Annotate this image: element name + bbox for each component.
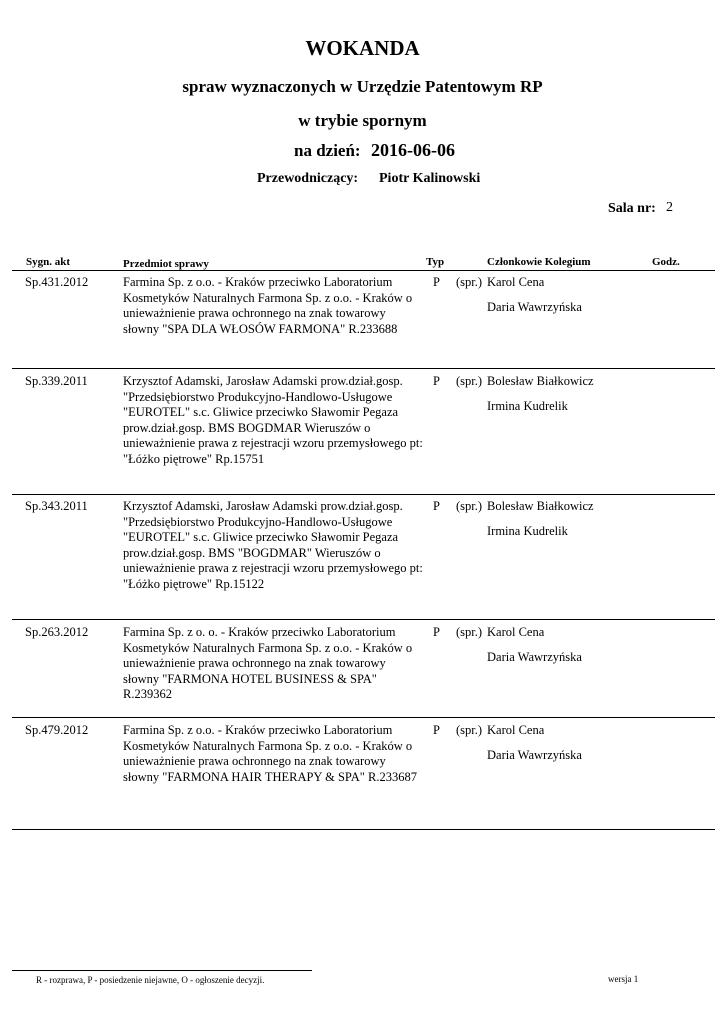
member-rapporteur: Bolesław Białkowicz xyxy=(487,499,594,513)
case-number: Sp.431.2012 xyxy=(25,275,89,289)
date-label: na dzień: xyxy=(294,141,361,160)
case-number: Sp.343.2011 xyxy=(25,499,88,513)
case-number: Sp.339.2011 xyxy=(25,374,88,388)
rapporteur-marker: (spr.) xyxy=(456,625,483,639)
room-value: 2 xyxy=(666,200,673,215)
table-header-divider xyxy=(12,270,715,271)
page-title: WOKANDA xyxy=(305,36,420,60)
chair-value: Piotr Kalinowski xyxy=(379,171,481,186)
column-header-godz: Godz. xyxy=(652,256,680,268)
footnote-divider xyxy=(12,970,312,971)
column-header-typ: Typ xyxy=(426,256,445,268)
room-label: Sala nr: xyxy=(608,201,656,216)
column-header-subject: Przedmiot sprawy xyxy=(123,258,209,270)
case-subject: Krzysztof Adamski, Jarosław Adamski prow.dział.gosp. "Przedsiębiorstwo Produkcyjno-Handlowo-Usługowe "EUROTEL" s.c. Gliwice przeciwko Sławomir Pegaza prow.dział.gosp. BMS "BOGDMAR" Wieruszów o unieważnienie prawa z rejestracji wzoru przemysłowego pt: "Łóżko piętrowe" Rp.15122 xyxy=(123,499,423,591)
row-divider xyxy=(12,717,715,718)
page-subtitle: spraw wyznaczonych w Urzędzie Patentowym RP xyxy=(182,77,543,96)
row-divider xyxy=(12,368,715,369)
row-divider xyxy=(12,619,715,620)
table-bottom-divider xyxy=(12,829,715,830)
procedure-mode: w trybie spornym xyxy=(298,111,427,130)
rapporteur-marker: (spr.) xyxy=(456,275,483,289)
case-type: P xyxy=(433,275,440,289)
member-second: Daria Wawrzyńska xyxy=(487,300,582,314)
member-second: Irmina Kudrelik xyxy=(487,399,568,413)
case-type: P xyxy=(433,374,440,388)
column-header-members: Członkowie Kolegium xyxy=(487,256,591,268)
case-type: P xyxy=(433,625,440,639)
row-divider xyxy=(12,494,715,495)
rapporteur-marker: (spr.) xyxy=(456,374,483,388)
case-subject: Farmina Sp. z o.o. - Kraków przeciwko Laboratorium Kosmetyków Naturalnych Farmona Sp. z o.o. - Kraków o unieważnienie prawa ochronnego na znak towarowy słowny "SPA DLA WŁOSÓW FARMONA" R.233688 xyxy=(123,275,413,336)
column-header-sygn: Sygn. akt xyxy=(26,256,71,268)
case-number: Sp.479.2012 xyxy=(25,723,89,737)
member-rapporteur: Bolesław Białkowicz xyxy=(487,374,594,388)
member-rapporteur: Karol Cena xyxy=(487,723,545,737)
member-second: Irmina Kudrelik xyxy=(487,524,568,538)
rapporteur-marker: (spr.) xyxy=(456,499,483,513)
member-rapporteur: Karol Cena xyxy=(487,275,545,289)
member-rapporteur: Karol Cena xyxy=(487,625,545,639)
case-subject: Krzysztof Adamski, Jarosław Adamski prow.dział.gosp. "Przedsiębiorstwo Produkcyjno-Handlowo-Usługowe "EUROTEL" s.c. Gliwice przeciwko Sławomir Pegaza prow.dział.gosp. BMS BOGDMAR Wieruszów o unieważnienie prawa z rejestracji wzoru przemysłowego pt: "Łóżko piętrowe" Rp.15751 xyxy=(123,374,423,466)
case-number: Sp.263.2012 xyxy=(25,625,89,639)
member-second: Daria Wawrzyńska xyxy=(487,650,582,664)
case-subject: Farmina Sp. z o.o. - Kraków przeciwko Laboratorium Kosmetyków Naturalnych Farmona Sp. z o.o. - Kraków o unieważnienie prawa ochronnego na znak towarowy słowny "FARMONA HAIR THERAPY & SPA" R.233687 xyxy=(123,723,417,784)
case-subject: Farmina Sp. z o. o. - Kraków przeciwko Laboratorium Kosmetyków Naturalnych Farmona Sp. z o.o. - Kraków o unieważnienie prawa ochronnego na znak towarowy słowny "FARMONA HOTEL BUSINESS & SPA" R.239362 xyxy=(123,625,413,701)
rapporteur-marker: (spr.) xyxy=(456,723,483,737)
chair-label: Przewodniczący: xyxy=(257,171,359,186)
case-type: P xyxy=(433,723,440,737)
version-label: wersja 1 xyxy=(608,974,639,984)
member-second: Daria Wawrzyńska xyxy=(487,748,582,762)
date-value: 2016-06-06 xyxy=(371,140,455,160)
footnote-legend: R - rozprawa, P - posiedzenie niejawne, O - ogłoszenie decyzji. xyxy=(36,975,265,985)
case-type: P xyxy=(433,499,440,513)
